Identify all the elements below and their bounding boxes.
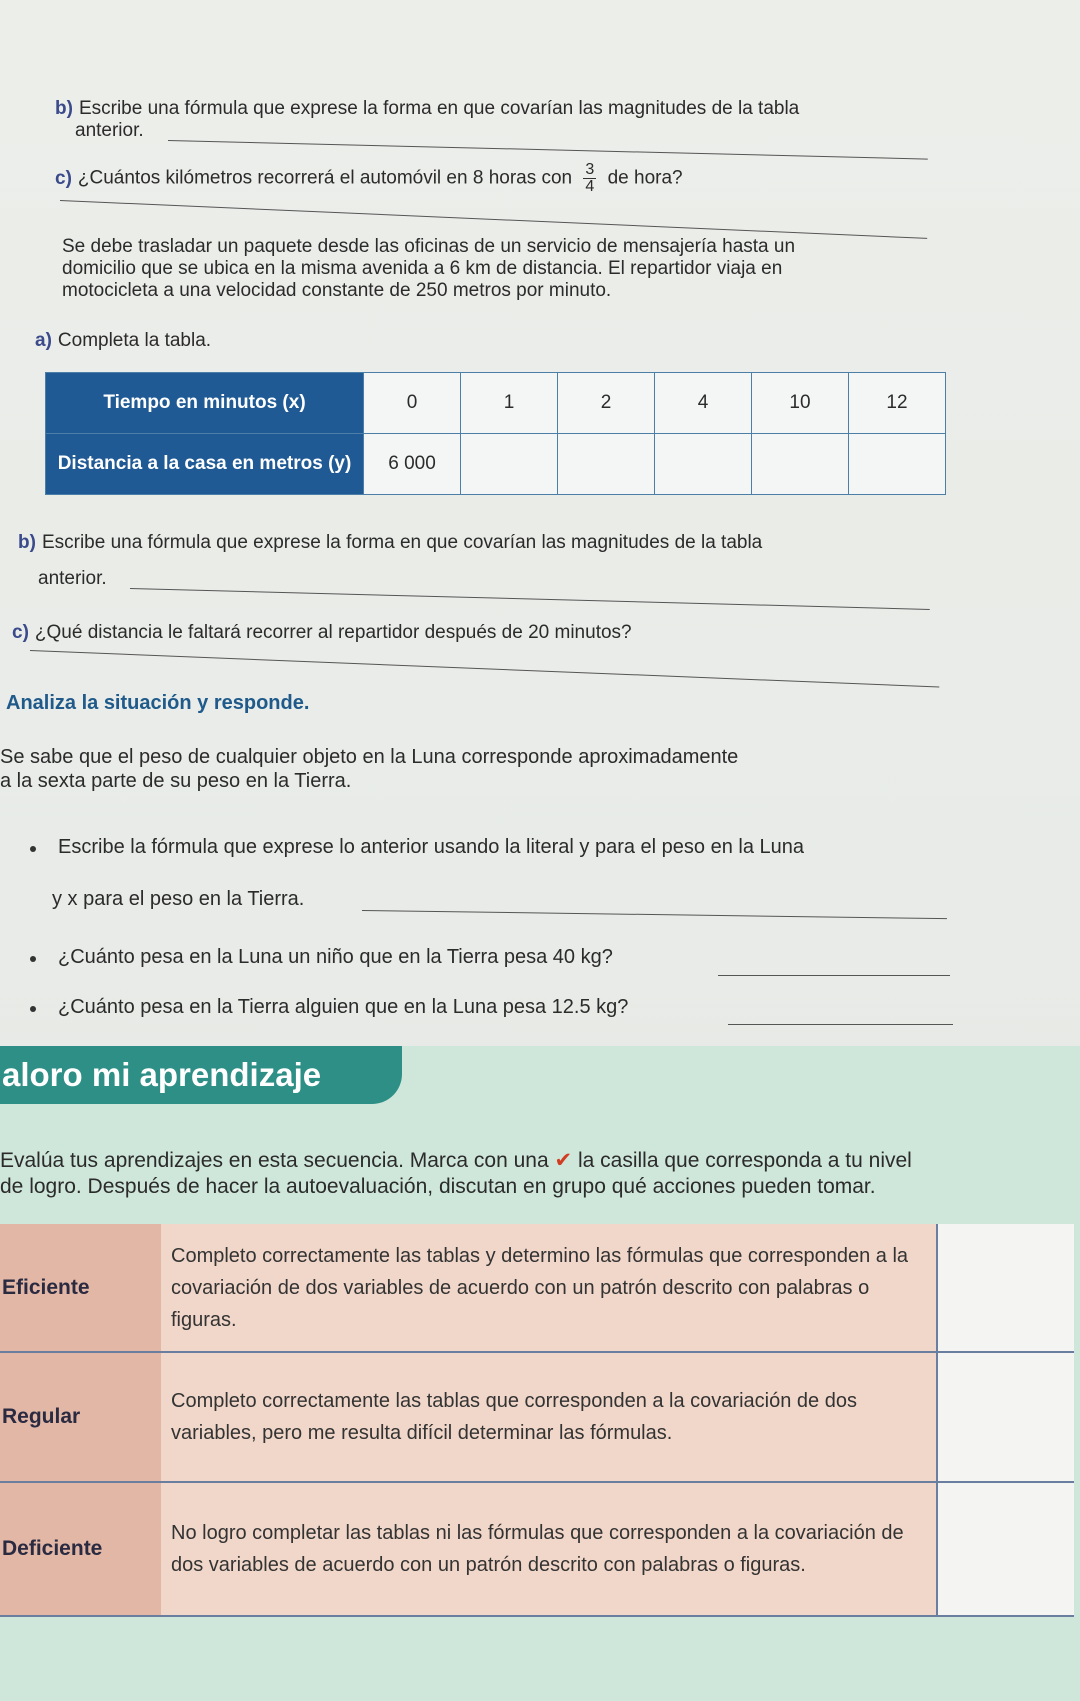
item-c-label: c)	[12, 622, 29, 643]
level-checkbox[interactable]	[937, 1224, 1074, 1352]
problem-para-2: domicilio que se ubica en la misma avenida a 6 km de distancia. El repartidor viaja en	[62, 258, 783, 279]
level-description: Completo correctamente las tablas y determino las fórmulas que corresponden a la covariación de dos variables de acuerdo con un patrón descrito con palabras o figuras.	[161, 1224, 937, 1352]
question-3: ¿Cuánto pesa en la Tierra alguien que en la Luna pesa 12.5 kg?	[58, 996, 629, 1018]
problem-para-3: motocicleta a una velocidad constante de 250 metros por minuto.	[62, 280, 612, 301]
item-a-label: a)	[35, 330, 52, 351]
valoro-intro-1a: Evalúa tus aprendizajes en esta secuencia. Marca con una	[0, 1149, 549, 1172]
valoro-intro-1	[0, 1150, 912, 1172]
answer-line[interactable]	[728, 1024, 953, 1025]
problem-para-1: Se debe trasladar un paquete desde las oficinas de un servicio de mensajería hasta un	[62, 236, 796, 257]
item-b	[18, 532, 762, 554]
distance-cell-blank[interactable]	[849, 434, 946, 495]
analyze-para-2: a la sexta parte de su peso en la Tierra.	[0, 770, 352, 792]
answer-line[interactable]	[30, 650, 939, 688]
prev-b-cont: anterior.	[75, 120, 144, 141]
bullet	[30, 846, 36, 852]
time-cell: 10	[752, 373, 849, 434]
distance-cell-blank[interactable]	[461, 434, 558, 495]
valoro-intro-2: de logro. Después de hacer la autoevaluación, discutan en grupo qué acciones pueden tomar.	[0, 1175, 876, 1198]
prev-b-text: Escribe una fórmula que exprese la forma en que covarían las magnitudes de la tabla	[78, 98, 800, 119]
item-b-label: b)	[18, 532, 36, 553]
time-distance-table	[45, 372, 946, 495]
bullet	[30, 1006, 36, 1012]
distance-cell-blank[interactable]	[752, 434, 849, 495]
fraction-denominator: 4	[585, 178, 595, 195]
time-cell: 0	[364, 373, 461, 434]
level-label: Eficiente	[0, 1224, 161, 1352]
item-a	[35, 330, 211, 352]
self-assessment-table	[0, 1224, 1074, 1617]
assessment-row-eficiente	[0, 1224, 1074, 1352]
level-label: Deficiente	[0, 1482, 161, 1616]
fraction-three-quarters	[583, 162, 596, 195]
answer-line[interactable]	[362, 910, 947, 919]
time-header: Tiempo en minutos (x)	[46, 373, 364, 434]
fraction-numerator: 3	[585, 161, 595, 178]
answer-line[interactable]	[168, 140, 928, 160]
item-c-text: ¿Qué distancia le faltará recorrer al repartidor después de 20 minutos?	[34, 622, 632, 643]
time-cell: 12	[849, 373, 946, 434]
time-cell: 4	[655, 373, 752, 434]
bullet	[30, 956, 36, 962]
distance-cell-blank[interactable]	[558, 434, 655, 495]
checkmark-icon: ✔	[554, 1149, 573, 1172]
prev-b-label: b)	[55, 98, 73, 119]
prev-c-text-pre: ¿Cuántos kilómetros recorrerá el automóvil en 8 horas con	[77, 167, 573, 189]
question-2: ¿Cuánto pesa en la Luna un niño que en la Tierra pesa 40 kg?	[58, 946, 613, 968]
distance-header: Distancia a la casa en metros (y)	[46, 434, 364, 495]
level-description: Completo correctamente las tablas que corresponden a la covariación de dos variables, pero me resulta difícil determinar las fórmulas.	[161, 1352, 937, 1482]
assessment-row-regular	[0, 1352, 1074, 1482]
section-banner-valoro: aloro mi aprendizaje	[0, 1046, 402, 1104]
section-heading-analiza: Analiza la situación y responde.	[6, 692, 310, 714]
assessment-row-deficiente	[0, 1482, 1074, 1616]
question-1-a: Escribe la fórmula que exprese lo anterior usando la literal y para el peso en la Luna	[58, 836, 804, 858]
prev-c-label: c)	[55, 167, 72, 189]
item-c	[12, 622, 632, 644]
table-row-time	[46, 373, 946, 434]
prev-item-b	[55, 98, 799, 120]
level-checkbox[interactable]	[937, 1352, 1074, 1482]
item-b-cont: anterior.	[38, 568, 107, 589]
item-a-text: Completa la tabla.	[57, 330, 212, 351]
time-cell: 2	[558, 373, 655, 434]
answer-line[interactable]	[718, 975, 950, 976]
level-label: Regular	[0, 1352, 161, 1482]
item-b-text: Escribe una fórmula que exprese la forma en que covarían las magnitudes de la tabla	[41, 532, 763, 553]
analyze-para-1: Se sabe que el peso de cualquier objeto en la Luna corresponde aproximadamente	[0, 746, 739, 768]
valoro-intro-1b: la casilla que corresponda a tu nivel	[577, 1149, 912, 1172]
level-checkbox[interactable]	[937, 1482, 1074, 1616]
prev-item-c	[55, 162, 683, 195]
distance-cell: 6 000	[364, 434, 461, 495]
distance-cell-blank[interactable]	[655, 434, 752, 495]
question-1-b: y x para el peso en la Tierra.	[52, 888, 305, 910]
level-description: No logro completar las tablas ni las fórmulas que corresponden a la covariación de dos variables de acuerdo con un patrón descrito con palabras o figuras.	[161, 1482, 937, 1616]
answer-line[interactable]	[130, 588, 930, 610]
table-row-distance	[46, 434, 946, 495]
time-cell: 1	[461, 373, 558, 434]
answer-line[interactable]	[60, 200, 927, 239]
prev-c-text-post: de hora?	[607, 167, 683, 189]
